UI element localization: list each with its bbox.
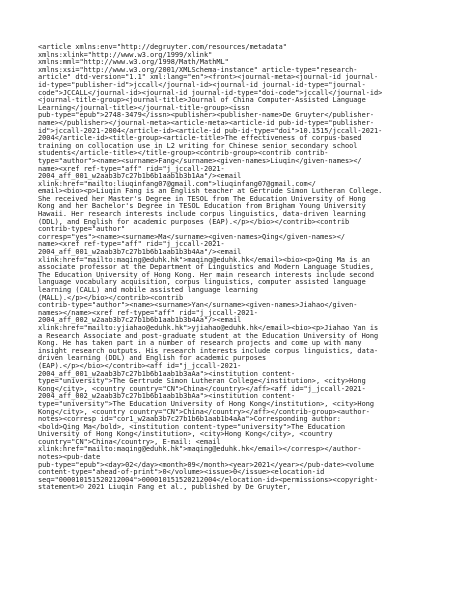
code-line: The Education University of Hong Kong. Her main research interests include second xyxy=(38,270,375,279)
code-line: notes><corresp id="cor1_w2aab3b7c27b1b6b1aab1b4aAa">Corresponding author: xyxy=(38,415,341,424)
code-line: type="university">The Education University of Hong Kong</institution>, <city>Hong xyxy=(38,399,375,408)
code-line: Kong</city>, <country country="CN">China</country></aff><aff id="j_jccall-2021- xyxy=(38,384,366,393)
xml-document-page xyxy=(38,44,448,492)
code-line: type="author"><name><surname>Fang</surname><given-names>Liuqin</given-names></ xyxy=(38,156,362,165)
code-line: xlink:href="mailto:maqing@eduhk.hk">maqing@eduhk.hk</email><bio><p>Qing Ma is an xyxy=(38,255,370,264)
code-line: xlink:href="mailto:liuqinfang07@gmail.com">liuqinfang07@gmail.com</ xyxy=(38,179,316,188)
code-line: driven learning (DDL) and English for academic purposes xyxy=(38,354,267,363)
code-line: insight research outputs. His research interests include corpus linguistics, data- xyxy=(38,346,379,355)
code-line: <article xmlns:env="http://degruyter.com/resources/metadata" xyxy=(38,43,287,51)
code-line: <bold>Qing Ma</bold>, <institution content-type="university">The Education xyxy=(38,422,345,431)
code-line: (MALL).</p></bio></contrib><contrib xyxy=(38,293,184,302)
code-line: xlink:href="mailto:yjiahao@eduhk.hk">yjiahao@eduhk.hk</email><bio><p>Jiahao Yan is xyxy=(38,323,379,332)
code-line: notes><pub-date xyxy=(38,453,101,462)
code-line: 2004_aff_001_w2aab3b7c27b1b6b1aab1b3b4Aa"/><email xyxy=(38,248,242,257)
code-line: id">jccall-2021-2004</article-id><article-id pub-id-type="doi">10.1515/jccall-2021- xyxy=(38,126,383,135)
code-line: article" dtd-version="1.1" xml:lang="en"><front><journal-meta><journal-id journal- xyxy=(38,73,379,82)
code-line: country="CN">China</country>, E-mail: <email xyxy=(38,437,221,446)
code-line: name><xref ref-type="aff" rid="j_jccall-2021- xyxy=(38,240,225,249)
code-line: (DDL), and English for academic purposes (EAP).</p></bio></contrib><contrib xyxy=(38,217,350,226)
code-line: contrib-type="author"><name><surname>Yan</surname><given-names>Jiahao</given- xyxy=(38,301,358,310)
code-line: (EAP).</p></bio></contrib><aff id="j_jccall-2021- xyxy=(38,361,242,370)
code-line: University of Hong Kong</institution>, <city>Hong Kong</city>, <country xyxy=(38,430,333,439)
code-line: 2004_aff_001_w2aab3b7c27b1b6b1aab1b3aAa"><institution content- xyxy=(38,369,296,378)
code-line: xmlns:mml="http://www.w3.org/1998/Math/MathML" xyxy=(38,58,229,67)
code-line: code">JCCALL</journal-id><journal-id journal-id-type="doi-code">jccall</journal-id> xyxy=(38,88,383,97)
code-line: pub-type="epub"><day>02</day><month>09</month><year>2021</year></pub-date><volume xyxy=(38,460,375,469)
code-line: a Research Associate and post-graduate student at the Education University of Hong xyxy=(38,331,379,340)
code-line: students</article-title></title-group><contrib-group><contrib contrib- xyxy=(38,149,329,158)
code-line: Hawaii. Her research interests include corpus linguistics, data-driven learning xyxy=(38,210,366,219)
code-line: name><xref ref-type="aff" rid="j_jccall-2021- xyxy=(38,164,225,173)
code-line: corresp="yes"><name><surname>Ma</surname><given-names>Qing</given-names></ xyxy=(38,232,345,241)
code-line: id-type="publisher-id">jccall</journal-id><journal-id journal-id-type="journal- xyxy=(38,80,366,89)
code-line: language vocabulary acquisition, corpus linguistics, computer assisted language xyxy=(38,278,366,287)
code-line: contrib-type="author" xyxy=(38,225,126,234)
code-line: 2004</article-id><title-group><article-title>The effectiveness of corpus-based xyxy=(38,134,362,143)
code-line: Kong. He has taken part in a number of research projects and come up with many xyxy=(38,339,362,348)
code-line: Kong and her Bachelor's Degree in TESOL Education from Brigham Young University xyxy=(38,202,366,211)
code-line: Learning</journal-title></journal-title-group><issn xyxy=(38,103,250,112)
code-line: statement>© 2021 Liuqin Fang et al., published by De Gruyter, xyxy=(38,483,292,492)
code-line: pub-type="epub">2748-3479</issn><publisher><publisher-name>De Gruyter</publisher- xyxy=(38,111,375,120)
code-line: Kong</city>, <country country="CN">China</country></aff></contrib-group><author- xyxy=(38,407,370,416)
code-line: She received her Master's Degree in TESOL from The Education University of Hong xyxy=(38,194,366,203)
code-line: training on collocation use in L2 writing for Chinese senior secondary school xyxy=(38,141,358,150)
code-line: associate professor at the Department of Linguistics and Modern Language Studies, xyxy=(38,263,375,272)
code-line: 2004_aff_002_w2aab3b7c27b1b6b1aab1b3b4Aa"/><email xyxy=(38,316,242,325)
code-line: names></name><xref ref-type="aff" rid="j_jccall-2021- xyxy=(38,308,258,317)
code-line: content-type="ahead-of-print">0</volume><issue>0</issue><elocation-id xyxy=(38,468,325,477)
code-line: xmlns:xlink="http://www.w3.org/1999/xlink" xyxy=(38,50,213,59)
code-line: seq="000010151520212004">000010151520212004</elocation-id><permissions><copyright- xyxy=(38,475,379,484)
code-line: learning (CALL) and mobile assisted language learning xyxy=(38,286,258,294)
code-line: 2004_aff_001_w2aab3b7c27b1b6b1aab1b3b1Aa"/><email xyxy=(38,172,242,181)
code-line: type="university">The Gertrude Simon Lutheran College</institution>, <city>Hong xyxy=(38,377,366,386)
code-line: 2004_aff_002_w2aab3b7c27b1b6b1aab1b3bAa"><institution content- xyxy=(38,392,296,401)
code-line: name></publisher></journal-meta><article-meta><article-id pub-id-type="publisher- xyxy=(38,118,375,127)
code-line: xmlns:xsi="http://www.w3.org/2001/XMLSchema-instance" article-type="research- xyxy=(38,65,358,74)
code-line: email><bio><p>Liuqin Fang is an English teacher at Gertrude Simon Lutheran College. xyxy=(38,187,383,196)
code-line: xlink:href="mailto:maqing@eduhk.hk">maqing@eduhk.hk</email></corresp></author- xyxy=(38,445,362,454)
code-line: <journal-title-group><journal-title>Journal of China Computer-Assisted Language xyxy=(38,96,366,105)
